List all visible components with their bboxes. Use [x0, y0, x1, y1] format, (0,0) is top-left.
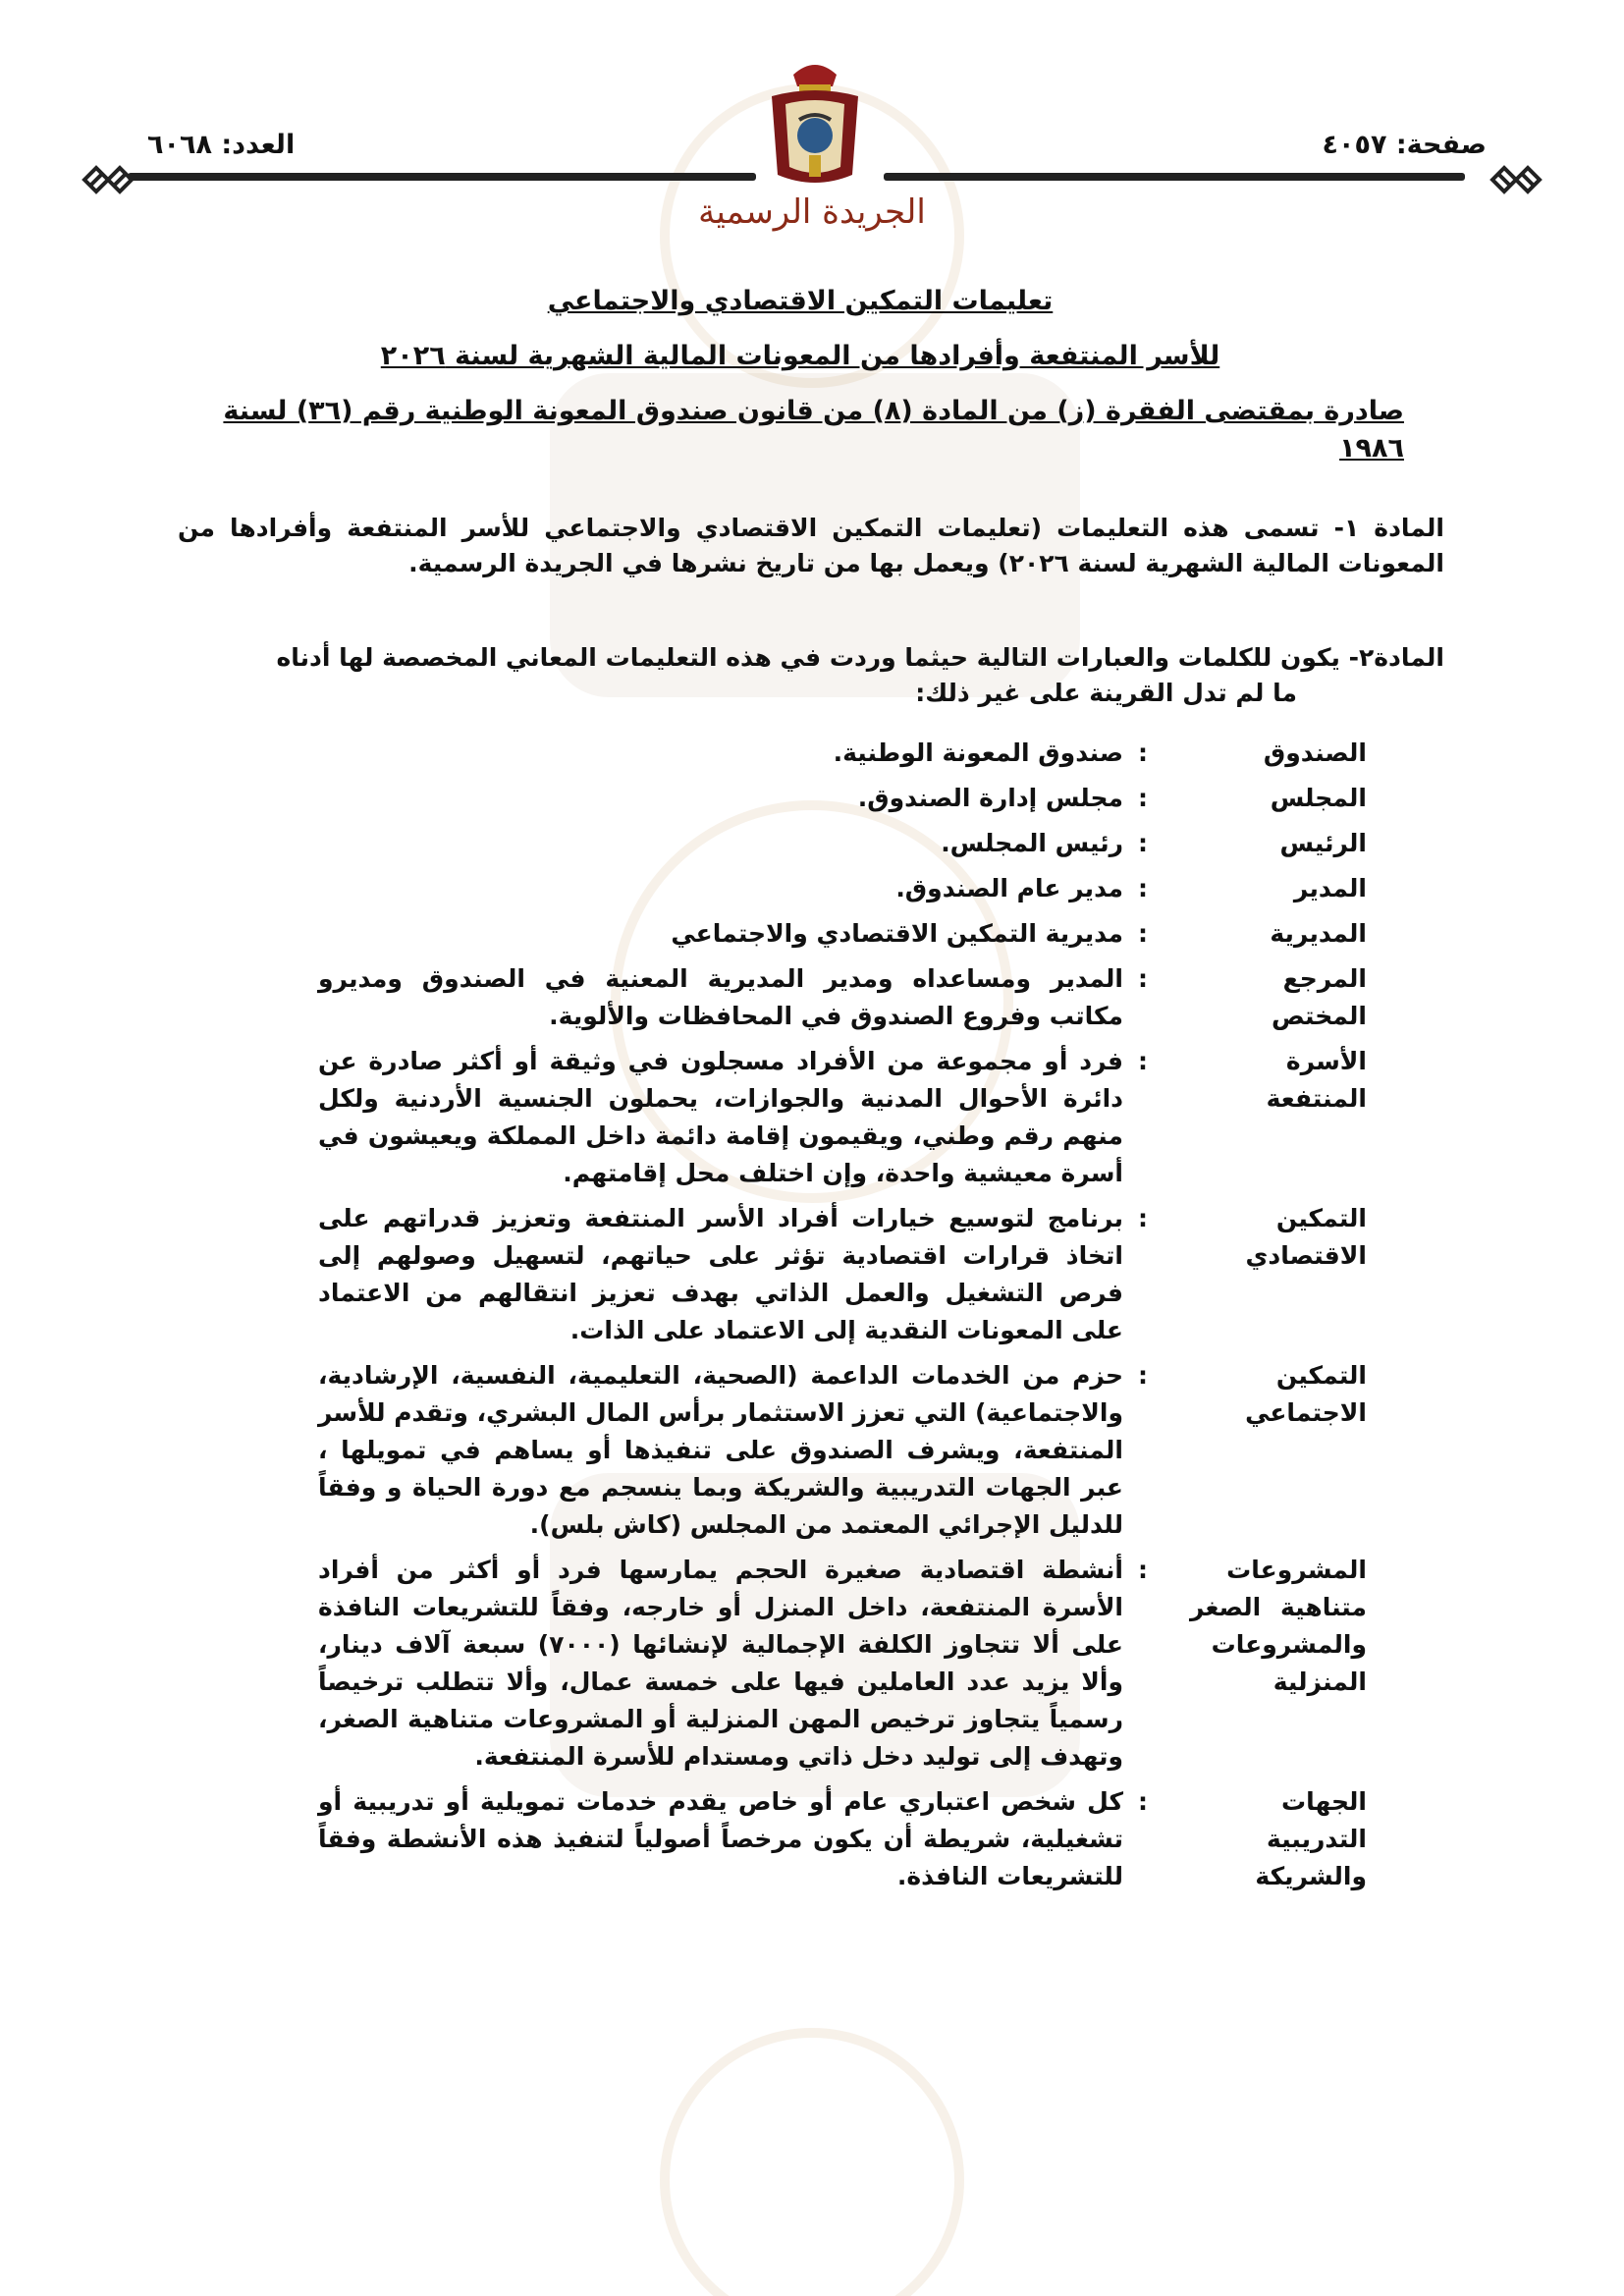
definition-term: الجهات التدريبية والشريكة: [1255, 1787, 1367, 1890]
definition-colon: :: [1138, 874, 1148, 902]
definition-item: [267, 1552, 1367, 1776]
definition-colon: :: [1138, 919, 1148, 948]
definition-item: [267, 780, 1367, 817]
header-rule-right: [884, 173, 1465, 181]
article-2-intro-line-2: ما لم تدل القرينة على غير ذلك:: [915, 679, 1297, 707]
definition-text: مجلس إدارة الصندوق.: [857, 784, 1123, 812]
definition-text: حزم من الخدمات الداعمة (الصحية، التعليمية، النفسية، الإرشادية، والاجتماعية) التي تعزز الاستثمار برأس المال البشري، وتقدم للأسر المنتفعة، ويشرف الصندوق على تنفيذها أو يساهم في تمويلها ، عبر الجهات التدريبية والشريكة وبما ينسجم مع دورة الحياة و وفقاً للدليل الإجرائي المعتمد من المجلس (كاش بلس).: [318, 1361, 1123, 1539]
article-2-intro-line-1: المادة٢- يكون للكلمات والعبارات التالية حيثما وردت في هذه التعليمات المعاني المخصصة لها أدناه: [276, 643, 1444, 672]
gazette-name: الجريدة الرسمية: [698, 192, 926, 232]
definition-item: [267, 915, 1367, 953]
definitions-list: [267, 735, 1367, 1903]
definition-text: مدير عام الصندوق.: [895, 874, 1123, 902]
article-1: المادة ١- تسمى هذه التعليمات (تعليمات التمكين الاقتصادي والاجتماعي للأسر المنتفعة وأفرادها من المعونات المالية الشهرية لسنة ٢٠٢٦) ويعمل بها من تاريخ نشرها في الجريدة الرسمية.: [178, 514, 1444, 577]
definition-item: [267, 825, 1367, 862]
definition-text: فرد أو مجموعة من الأفراد مسجلون في وثيقة أو أكثر صادرة عن دائرة الأحوال المدنية والجوازات، يحملون الجنسية الأردنية ولكل منهم رقم وطني، ويقيمون إقامة دائمة داخل المملكة ويعيشون في أسرة معيشية واحدة، وإن اختلف محل إقامتهم.: [318, 1047, 1123, 1187]
definition-text: المدير ومساعداه ومدير المديرية المعنية في الصندوق ومديرو مكاتب وفروع الصندوق في المحافظات والألوية.: [318, 964, 1123, 1030]
definition-term: التمكين الاجتماعي: [1245, 1361, 1367, 1427]
definition-term: الرئيس: [1279, 829, 1367, 857]
definition-colon: :: [1138, 738, 1148, 767]
definition-term: الصندوق: [1263, 738, 1367, 767]
definition-term: المرجع المختص: [1271, 964, 1367, 1030]
title-line-1: تعليمات التمكين الاقتصادي والاجتماعي: [547, 286, 1054, 316]
definition-text: مديرية التمكين الاقتصادي والاجتماعي: [671, 919, 1123, 948]
definition-text: كل شخص اعتباري عام أو خاص يقدم خدمات تمويلية أو تدريبية أو تشغيلية، شريطة أن يكون مرخصاً أصولياً لتنفيذ هذه الأنشطة وفقاً للتشريعات النافذة.: [318, 1787, 1123, 1890]
definition-term: المديرية: [1270, 919, 1367, 948]
definition-colon: :: [1138, 829, 1148, 857]
issue-number: العدد: ٦٠٦٨: [147, 130, 296, 160]
document-titles: [196, 283, 1404, 485]
definition-colon: :: [1138, 1556, 1148, 1584]
ornament-knot-icon: [77, 163, 135, 196]
article-2-intro: [178, 640, 1444, 711]
definition-colon: :: [1138, 1204, 1148, 1232]
definition-item: [267, 735, 1367, 772]
definition-term: الأسرة المنتفعة: [1266, 1047, 1367, 1113]
definition-term: المجلس: [1270, 784, 1367, 812]
definition-term: التمكين الاقتصادي: [1245, 1204, 1367, 1270]
definition-term: المشروعات متناهية الصغر والمشروعات المنزلية: [1190, 1556, 1367, 1696]
page-number: صفحة: ٤٠٥٧: [1322, 130, 1487, 160]
definition-colon: :: [1138, 964, 1148, 993]
definition-text: رئيس المجلس.: [941, 829, 1123, 857]
definition-colon: :: [1138, 1361, 1148, 1390]
header-rule-left: [128, 173, 756, 181]
definition-item: [267, 1357, 1367, 1544]
definition-item: [267, 870, 1367, 907]
definition-text: صندوق المعونة الوطنية.: [833, 738, 1123, 767]
definition-item: [267, 1043, 1367, 1192]
definition-text: برنامج لتوسيع خيارات أفراد الأسر المنتفعة وتعزيز قدراتهم على اتخاذ قرارات اقتصادية تؤثر على حياتهم، لتسهيل وصولهم إلى فرص التشغيل والعمل الذاتي بهدف تعزيز انتقالهم من الاعتماد على المعونات النقدية إلى الاعتماد على الذات.: [318, 1204, 1123, 1344]
definition-colon: :: [1138, 1787, 1148, 1816]
title-line-2: للأسر المنتفعة وأفرادها من المعونات المالية الشهرية لسنة ٢٠٢٦: [380, 341, 1220, 371]
title-line-3: صادرة بمقتضى الفقرة (ز) من المادة (٨) من قانون صندوق المعونة الوطنية رقم (٣٦) لسنة ١٩٨٦: [223, 396, 1404, 464]
definition-item: [267, 1783, 1367, 1895]
ornament-knot-icon: [1489, 163, 1547, 196]
coat-of-arms-icon: [764, 57, 866, 194]
definition-item: [267, 960, 1367, 1035]
definition-term: المدير: [1293, 874, 1367, 902]
definition-colon: :: [1138, 784, 1148, 812]
definition-item: [267, 1200, 1367, 1349]
definition-colon: :: [1138, 1047, 1148, 1075]
definition-text: أنشطة اقتصادية صغيرة الحجم يمارسها فرد أو أكثر من أفراد الأسرة المنتفعة، داخل المنزل أو خارجه، وفقاً للتشريعات النافذة على ألا تتجاوز الكلفة الإجمالية لإنشائها (٧٠٠٠) سبعة آلاف دينار، وألا يزيد عدد العاملين فيها على خمسة عمال، وألا تتطلب ترخيصاً رسمياً يتجاوز ترخيص المهن المنزلية أو المشروعات متناهية الصغر، وتهدف إلى توليد دخل ذاتي ومستدام للأسرة المنتفعة.: [318, 1556, 1123, 1771]
